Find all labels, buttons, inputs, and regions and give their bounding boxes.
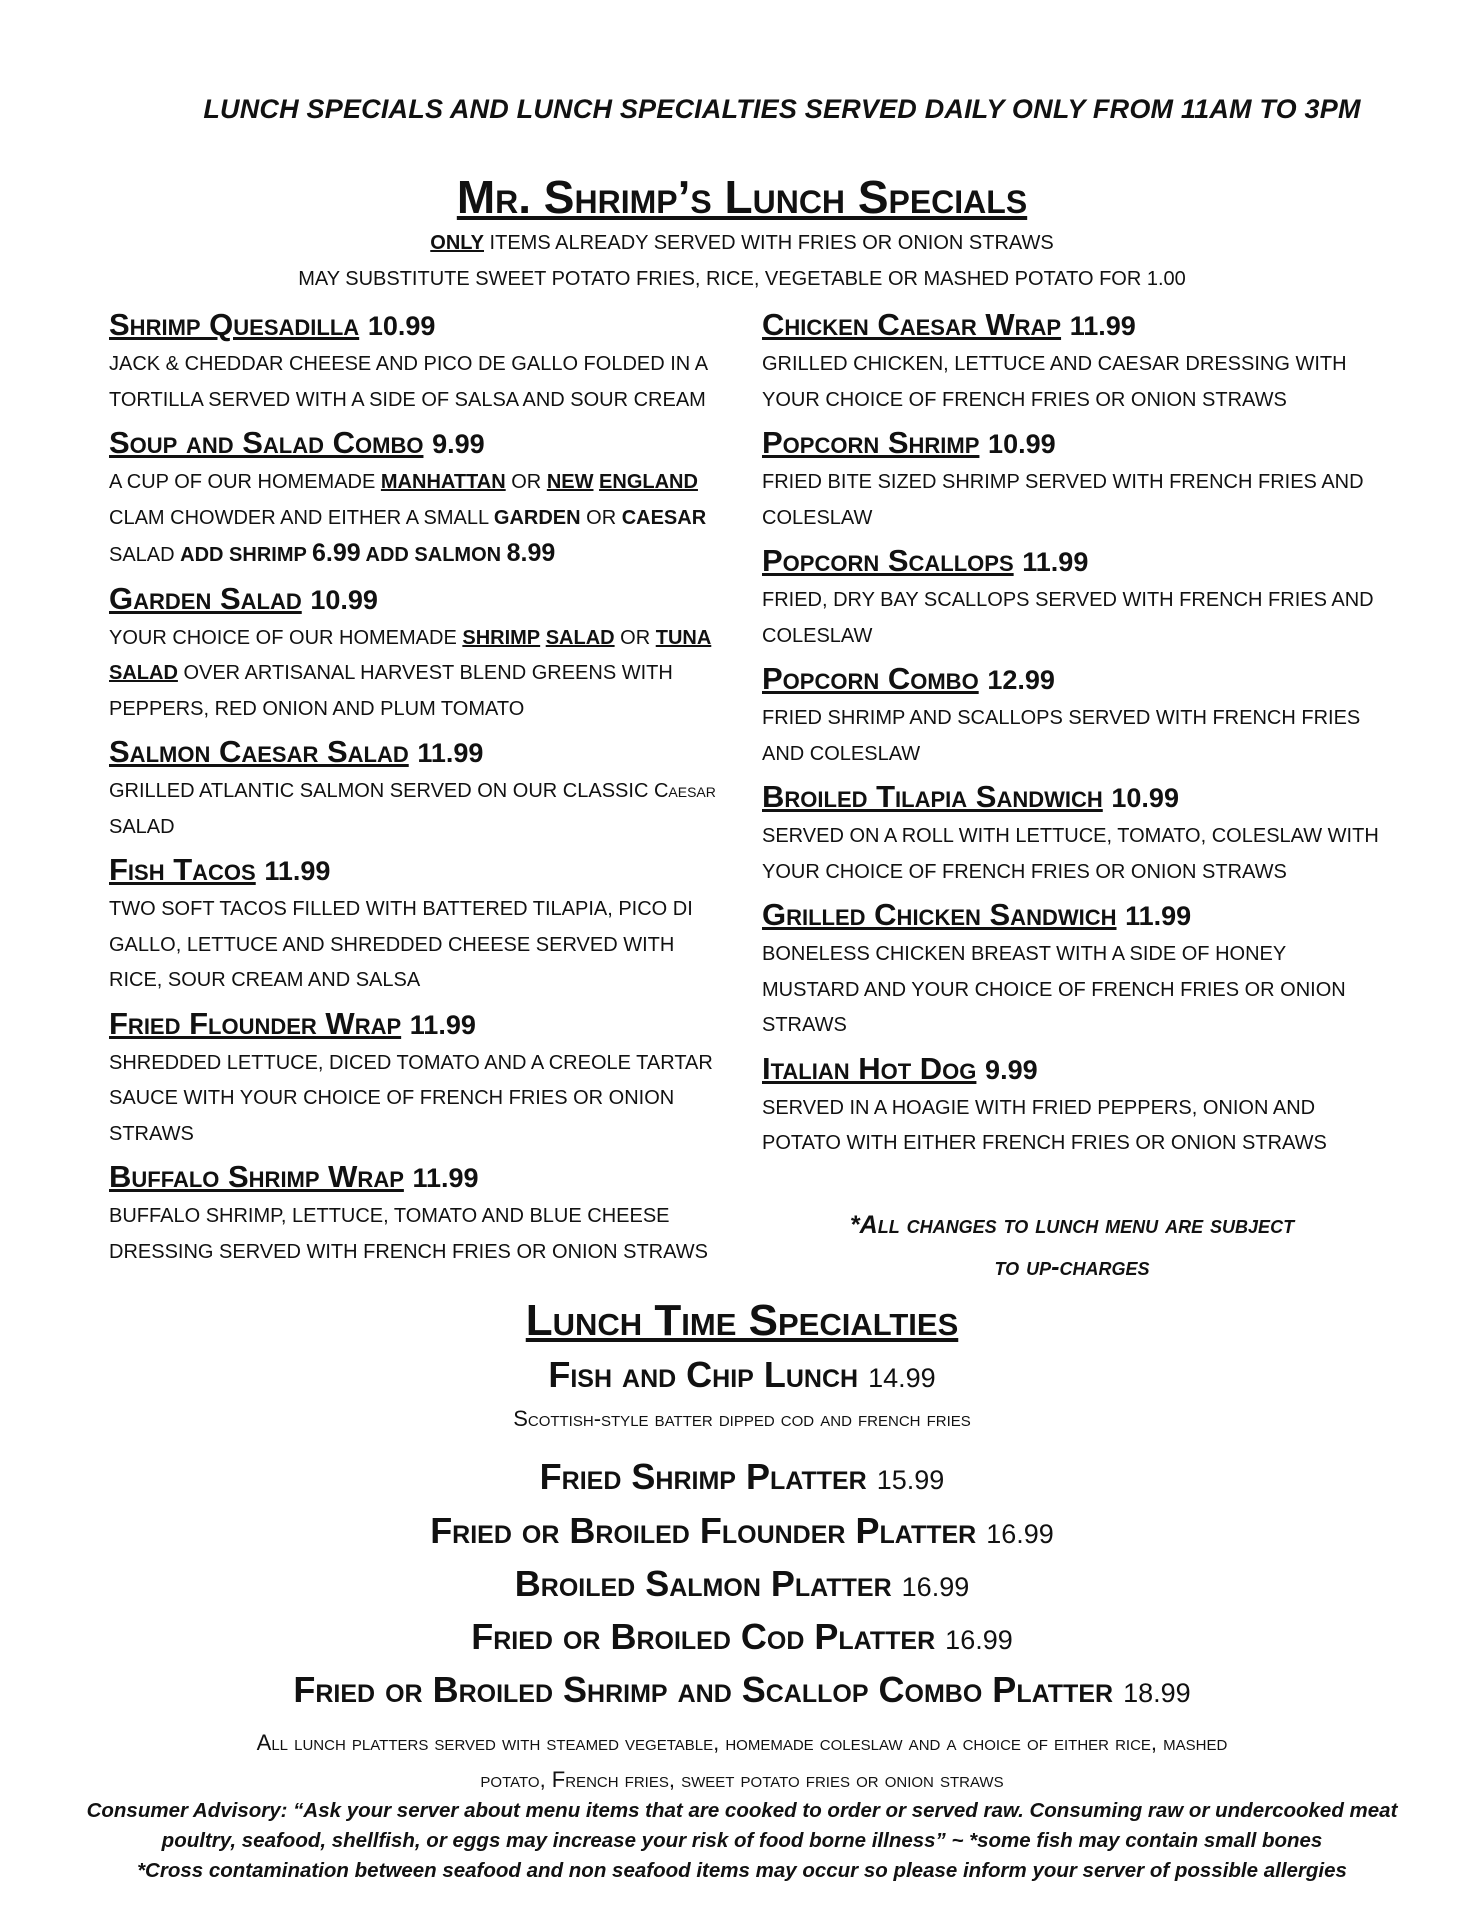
item-name: Popcorn Combo [762, 661, 979, 696]
menu-item [762, 304, 1382, 418]
upcharge-line-1: *All changes to lunch menu are subject [849, 1211, 1295, 1239]
item-title [762, 304, 1382, 347]
upcharge-note [762, 1204, 1382, 1288]
platter-line [0, 1456, 1484, 1498]
page-title: Mr. Shrimp’s Lunch Specials [456, 171, 1028, 223]
add-shrimp-price: 6.99 [312, 539, 361, 567]
platter-sides-note [100, 1724, 1384, 1798]
item-title [109, 578, 719, 621]
desc-text: A CUP OF OUR HOMEMADE [109, 471, 381, 493]
item-description: BONELESS CHICKEN BREAST WITH A SIDE OF HONEY MUSTARD AND YOUR CHOICE OF FRENCH FRIES OR ONION STRAWS [762, 943, 1346, 1036]
item-title [762, 776, 1382, 819]
item-name: Salmon Caesar Salad [109, 734, 409, 769]
item-name: Garden Salad [109, 580, 302, 616]
item-name: Popcorn Scallops [762, 543, 1014, 578]
platter-price: 15.99 [876, 1465, 945, 1495]
item-description: FRIED BITE SIZED SHRIMP SERVED WITH FRENCH FRIES AND COLESLAW [762, 471, 1364, 529]
substitution-note-1 [0, 232, 1484, 255]
item-title [762, 894, 1382, 937]
specialty-name: Fish and Chip Lunch [548, 1354, 859, 1395]
item-price: 9.99 [985, 1054, 1038, 1085]
platter-line [0, 1616, 1484, 1658]
item-name: Popcorn Shrimp [762, 425, 980, 460]
platter-line [0, 1563, 1484, 1605]
platter-line [0, 1669, 1484, 1711]
item-price: 11.99 [417, 738, 484, 768]
desc-bold: CAESAR [621, 506, 707, 529]
desc-emphasis: MANHATTAN [380, 471, 506, 493]
menu-item [762, 540, 1382, 654]
item-price: 12.99 [987, 665, 1055, 695]
platter-line [0, 1510, 1484, 1552]
advisory-line-3: *Cross contamination between seafood and non seafood items may occur so please inform your server of possible allergies [137, 1859, 1347, 1882]
platter-price: 16.99 [986, 1519, 1054, 1549]
platter-price: 18.99 [1123, 1678, 1191, 1708]
platter-name: Fried Shrimp Platter [539, 1456, 867, 1497]
item-description: GRILLED CHICKEN, LETTUCE AND CAESAR DRESSING WITH YOUR CHOICE OF FRENCH FRIES OR ONION STRAWS [762, 353, 1347, 411]
item-title [109, 1003, 719, 1046]
add-salmon-label: ADD SALMON [360, 544, 507, 566]
menu-item [762, 422, 1382, 536]
item-price: 10.99 [1111, 783, 1179, 813]
upcharge-line-2: to up-charges [994, 1253, 1150, 1281]
item-description: JACK & CHEDDAR CHEESE AND PICO DE GALLO FOLDED IN A TORTILLA SERVED WITH A SIDE OF SALSA AND SOUR CREAM [109, 353, 707, 411]
platter-note-line-1: All lunch platters served with steamed vegetable, homemade coleslaw and a choice of either rice, mashed [256, 1730, 1228, 1755]
item-title [109, 849, 719, 892]
menu-item [762, 894, 1382, 1044]
add-shrimp-label: ADD SHRIMP [180, 544, 313, 566]
item-title [762, 658, 1382, 701]
specials-left-column [109, 304, 719, 1274]
item-name: Shrimp Quesadilla [109, 307, 360, 342]
platter-name: Fried or Broiled Flounder Platter [430, 1510, 977, 1551]
item-price: 11.99 [264, 856, 331, 886]
item-description: SERVED IN A HOAGIE WITH FRIED PEPPERS, ONION AND POTATO WITH EITHER FRENCH FRIES OR ONION STRAWS [762, 1096, 1327, 1154]
item-description: FRIED SHRIMP AND SCALLOPS SERVED WITH FRENCH FRIES AND COLESLAW [762, 707, 1361, 765]
desc-text: SALAD [109, 544, 181, 566]
item-title [109, 422, 719, 465]
item-price: 11.99 [1069, 311, 1136, 341]
platter-name: Fried or Broiled Cod Platter [471, 1616, 936, 1657]
specials-right-column [762, 304, 1382, 1166]
desc-emphasis: SHRIMP [462, 626, 541, 649]
item-description: FRIED, DRY BAY SCALLOPS SERVED WITH FRENCH FRIES AND COLESLAW [762, 589, 1374, 647]
add-salmon-price: 8.99 [506, 539, 556, 567]
item-name: Chicken Caesar Wrap [762, 307, 1062, 342]
desc-emphasis: NEW [546, 471, 594, 493]
item-description: GRILLED ATLANTIC SALMON SERVED ON OUR CLASSIC Caesar SALAD [109, 780, 716, 838]
item-title [762, 422, 1382, 465]
item-price: 11.99 [1022, 547, 1089, 577]
item-description: TWO SOFT TACOS FILLED WITH BATTERED TILAPIA, PICO DI GALLO, LETTUCE AND SHREDDED CHEESE SERVED WITH RICE, SOUR CREAM AND SALSA [109, 898, 693, 991]
item-description [109, 621, 719, 728]
only-emphasis: ONLY [430, 232, 484, 254]
platter-price: 16.99 [945, 1625, 1013, 1655]
menu-item [109, 578, 719, 728]
desc-text: CLAM CHOWDER AND EITHER A SMALL [109, 506, 494, 529]
menu-item [762, 1048, 1382, 1162]
item-name: Fish Tacos [109, 852, 256, 887]
item-name: Grilled Chicken Sandwich [762, 897, 1117, 932]
desc-emphasis: SALAD [545, 626, 615, 649]
substitution-note-1-text: ITEMS ALREADY SERVED WITH FRIES OR ONION STRAWS [484, 232, 1054, 254]
menu-item [109, 731, 719, 845]
specialties-title: Lunch Time Specialties [525, 1296, 959, 1345]
desc-text: OR [505, 471, 547, 493]
hours-note: LUNCH SPECIALS AND LUNCH SPECIALTIES SERVED DAILY ONLY FROM 11AM TO 3PM [203, 94, 1361, 124]
item-title [109, 304, 719, 347]
fish-chip-description: Scottish-style batter dipped cod and french fries [513, 1406, 971, 1431]
desc-bold: GARDEN [493, 506, 581, 529]
item-description: SHREDDED LETTUCE, DICED TOMATO AND A CREOLE TARTAR SAUCE WITH YOUR CHOICE OF FRENCH FRIES OR ONION STRAWS [109, 1051, 713, 1145]
item-description [109, 465, 719, 574]
item-name: Fried Flounder Wrap [109, 1005, 402, 1041]
platter-note-line-2: potato, French fries, sweet potato fries or onion straws [480, 1767, 1004, 1792]
menu-item [109, 849, 719, 999]
platter-name: Broiled Salmon Platter [514, 1563, 892, 1604]
item-price: 10.99 [988, 429, 1056, 459]
menu-item [109, 1003, 719, 1153]
item-name: Buffalo Shrimp Wrap [109, 1159, 404, 1194]
desc-text: OR [614, 626, 656, 649]
desc-text: OVER ARTISANAL HARVEST BLEND GREENS WITH PEPPERS, RED ONION AND PLUM TOMATO [109, 662, 673, 720]
item-price: 11.99 [412, 1163, 479, 1193]
menu-item [109, 1156, 719, 1270]
substitution-note-2: MAY SUBSTITUTE SWEET POTATO FRIES, RICE, VEGETABLE OR MASHED POTATO FOR 1.00 [298, 268, 1186, 290]
item-description: SERVED ON A ROLL WITH LETTUCE, TOMATO, COLESLAW WITH YOUR CHOICE OF FRENCH FRIES OR ONION STRAWS [762, 825, 1379, 883]
advisory-line-2: poultry, seafood, shellfish, or eggs may increase your risk of food borne illness” ~ *some fish may contain small bones [161, 1829, 1323, 1852]
desc-text: OR [580, 506, 622, 529]
menu-item [109, 304, 719, 418]
item-title [762, 1048, 1382, 1091]
item-price: 10.99 [310, 584, 378, 615]
platter-price: 16.99 [901, 1572, 970, 1602]
item-price: 10.99 [367, 311, 436, 341]
item-price: 9.99 [432, 429, 485, 459]
item-title [109, 1156, 719, 1199]
desc-emphasis: SALAD [109, 662, 178, 684]
menu-item [762, 658, 1382, 772]
consumer-advisory [0, 1796, 1484, 1886]
menu-item [109, 422, 719, 574]
desc-text: YOUR CHOICE OF OUR HOMEMADE [109, 626, 463, 649]
desc-emphasis: TUNA [655, 626, 712, 649]
item-description: BUFFALO SHRIMP, LETTUCE, TOMATO AND BLUE CHEESE DRESSING SERVED WITH FRENCH FRIES OR ONION STRAWS [109, 1205, 708, 1263]
item-price: 11.99 [409, 1009, 476, 1040]
item-name: Italian Hot Dog [762, 1050, 977, 1086]
advisory-line-1: Consumer Advisory: “Ask your server about menu items that are cooked to order or served raw. Consuming raw or undercooked meat [86, 1799, 1398, 1822]
desc-emphasis: ENGLAND [599, 471, 698, 493]
item-title [109, 731, 719, 774]
item-price: 11.99 [1125, 901, 1192, 931]
menu-item [762, 776, 1382, 890]
specialty-price: 14.99 [868, 1363, 936, 1393]
item-name: Broiled Tilapia Sandwich [762, 779, 1103, 814]
item-name: Soup and Salad Combo [109, 425, 424, 460]
fish-chip-line [0, 1354, 1484, 1396]
item-title [762, 540, 1382, 583]
platter-name: Fried or Broiled Shrimp and Scallop Combo Platter [293, 1669, 1114, 1710]
